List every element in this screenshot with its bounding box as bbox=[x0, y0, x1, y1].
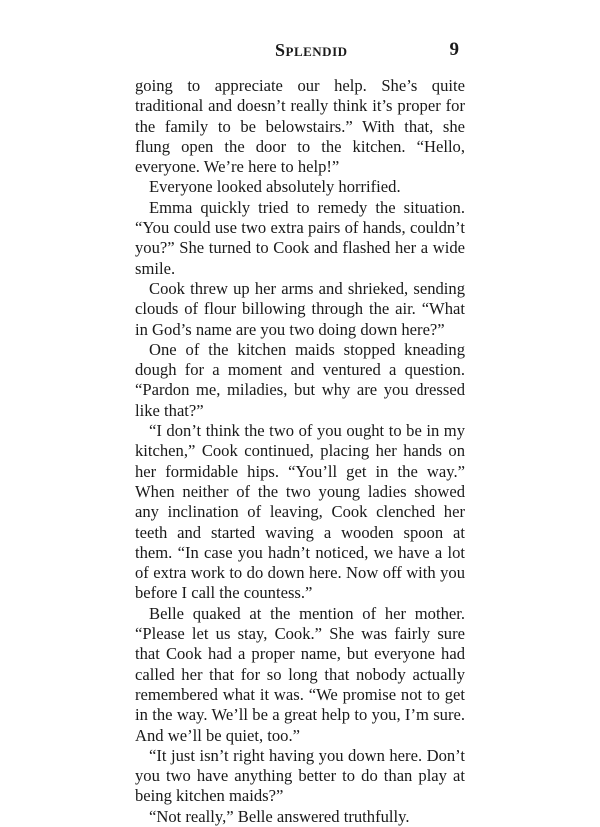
running-head bbox=[135, 40, 465, 70]
paragraph: Everyone looked absolutely horrified. bbox=[149, 177, 401, 197]
paragraph: going to appreciate our help. She’s quite traditional and doesn’t really think it’s proper for the family to be belowstairs.” With that, she flung open the door to the kitchen. “Hello, everyone. We’re here to help!” bbox=[135, 76, 465, 177]
page-number: 9 bbox=[449, 39, 459, 60]
paragraph: One of the kitchen maids stopped kneading dough for a moment and ventured a question. “Pardon me, miladies, but why are you dressed like that?” bbox=[135, 339, 465, 420]
paragraph: “Not really,” Belle answered truthfully. bbox=[149, 806, 410, 826]
paragraph: Emma quickly tried to remedy the situation. “You could use two extra pairs of hands, couldn’t you?” She turned to Cook and flashed her a wide smile. bbox=[135, 197, 465, 278]
paragraph: “I don’t think the two of you ought to be in my kitchen,” Cook continued, placing her hands on her formidable hips. “You’ll get in the way.” When neither of the two young ladies showed any inclination of leaving, Cook clenched her teeth and started waving a wooden spoon at them. “In case you hadn’t noticed, we have a lot of extra work to do down here. Now off with you before I call the countess.” bbox=[135, 421, 465, 603]
running-title: Splendid bbox=[275, 40, 348, 60]
body-text bbox=[135, 76, 465, 827]
paragraph: Belle quaked at the mention of her mother. “Please let us stay, Cook.” She was fairly sure that Cook had a proper name, but everyone had called her that for so long that nobody actually remembered what it was. “We promise not to get in the way. We’ll be a great help to you, I’m sure. And we’ll be quiet, too.” bbox=[135, 603, 465, 745]
paragraph: “It just isn’t right having you down here. Don’t you two have anything better to do than play at being kitchen maids?” bbox=[135, 745, 465, 806]
paragraph: Cook threw up her arms and shrieked, sending clouds of flour billowing through the air. “What in God’s name are you two doing down here?” bbox=[135, 278, 465, 339]
